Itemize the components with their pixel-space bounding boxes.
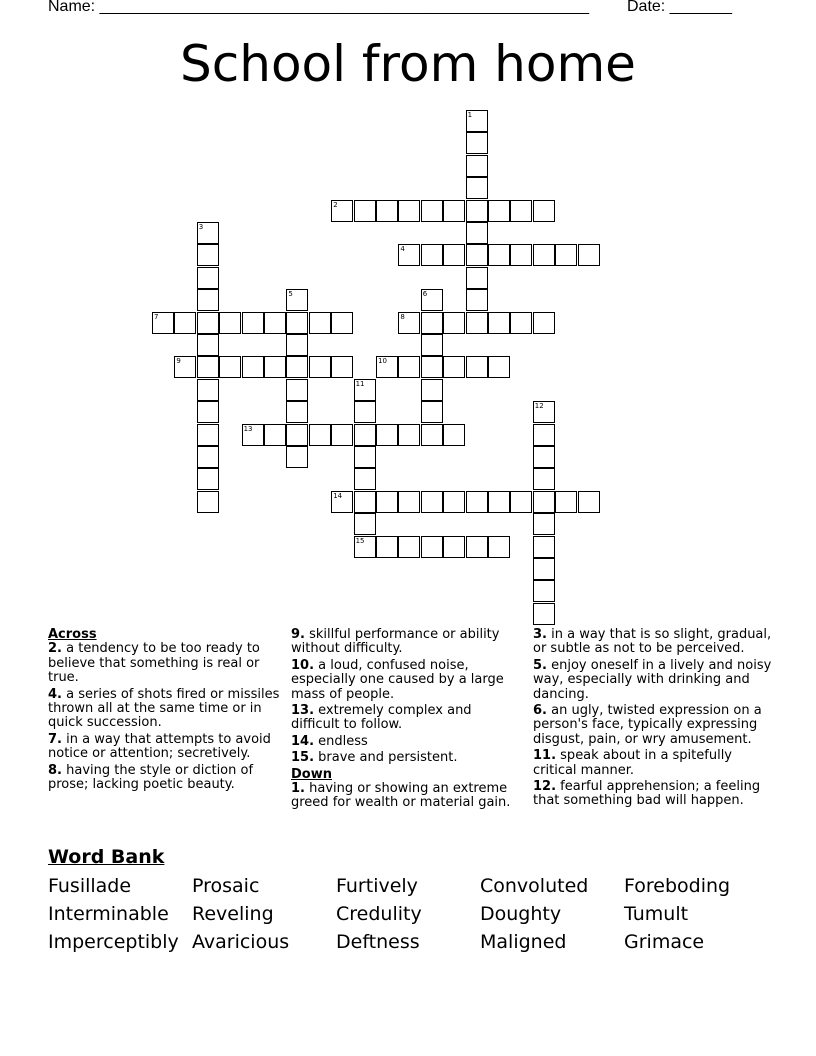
crossword-cell[interactable] [197, 312, 219, 334]
crossword-cell[interactable] [354, 536, 376, 558]
clue-number: 15 [355, 536, 365, 545]
crossword-cell[interactable] [466, 491, 488, 513]
crossword-cell[interactable] [242, 312, 264, 334]
crossword-cell[interactable] [376, 356, 398, 378]
clue-number: 2 [333, 200, 338, 209]
crossword-cell[interactable] [533, 424, 555, 446]
word-bank-word: Deftness [336, 931, 420, 953]
clue-text: a loud, confused noise, especially one caused by a large mass of people. [291, 657, 504, 702]
clue-number: 9 [176, 357, 181, 366]
crossword-cell[interactable] [466, 177, 488, 199]
word-bank-word: Reveling [192, 903, 274, 925]
crossword-cell[interactable] [354, 468, 376, 490]
crossword-cell[interactable] [286, 334, 308, 356]
clue-text: fearful apprehension; a feeling that something bad will happen. [533, 779, 761, 809]
crossword-cell[interactable] [421, 244, 443, 266]
crossword-cell[interactable] [197, 424, 219, 446]
crossword-cell[interactable] [197, 491, 219, 513]
crossword-cell[interactable] [533, 244, 555, 266]
crossword-cell[interactable] [398, 200, 420, 222]
clues-column-1 [48, 628, 284, 794]
clue-number: 8. [48, 762, 62, 778]
word-bank-word: Fusillade [48, 875, 132, 897]
word-bank-word: Credulity [336, 903, 422, 925]
crossword-cell[interactable] [331, 491, 353, 513]
crossword-cell[interactable] [309, 312, 331, 334]
crossword-cell[interactable] [421, 312, 443, 334]
word-bank-word: Convoluted [480, 875, 589, 897]
crossword-cell[interactable] [533, 200, 555, 222]
word-bank-title: Word Bank [48, 846, 165, 868]
word-bank-word: Interminable [48, 903, 169, 925]
word-bank-word: Doughty [480, 903, 562, 925]
crossword-cell[interactable] [286, 312, 308, 334]
crossword-cell[interactable] [533, 312, 555, 334]
clue [291, 735, 521, 749]
crossword-cell[interactable] [309, 424, 331, 446]
clue [48, 688, 284, 731]
crossword-cell[interactable] [466, 289, 488, 311]
clue-number: 15. [291, 750, 315, 766]
crossword-cell[interactable] [421, 401, 443, 423]
crossword-cell[interactable] [197, 267, 219, 289]
clue-number: 3 [198, 223, 204, 231]
clue-text: speak about in a spitefully critical manner. [533, 748, 733, 778]
crossword-cell[interactable] [219, 312, 241, 334]
crossword-cell[interactable] [264, 424, 286, 446]
clue-number: 11. [533, 748, 557, 764]
clue-text: enjoy oneself in a lively and noisy way, especially with drinking and dancing. [533, 657, 772, 702]
word-bank-word: Maligned [480, 931, 567, 953]
word-bank-word: Prosaic [192, 875, 260, 897]
clue-number: 13 [243, 424, 253, 433]
word-bank-word: Foreboding [624, 875, 731, 897]
crossword-cell[interactable] [197, 289, 219, 311]
crossword-cell[interactable] [578, 244, 600, 266]
crossword-cell[interactable] [488, 244, 510, 266]
crossword-cell[interactable] [533, 401, 555, 423]
crossword-cell[interactable] [466, 222, 488, 244]
crossword-cell[interactable] [376, 536, 398, 558]
crossword-cell[interactable] [354, 379, 376, 401]
clue-number: 8 [400, 312, 405, 321]
crossword-cell[interactable] [466, 312, 488, 334]
crossword-cell[interactable] [466, 244, 488, 266]
clue-number: 7. [48, 731, 62, 747]
clue-number: 2. [48, 641, 62, 657]
clue-number: 7 [154, 312, 159, 321]
clue [533, 780, 773, 809]
clue-text: extremely complex and difficult to follow. [291, 703, 472, 733]
crossword-cell[interactable] [555, 491, 577, 513]
crossword-cell[interactable] [197, 356, 219, 378]
crossword-cell[interactable] [533, 558, 555, 580]
crossword-cell[interactable] [331, 424, 353, 446]
crossword-cell[interactable] [197, 468, 219, 490]
clue [48, 733, 284, 762]
crossword-cell[interactable] [286, 356, 308, 378]
crossword-cell[interactable] [443, 312, 465, 334]
word-bank-word: Avaricious [192, 931, 290, 953]
crossword-cell[interactable] [466, 110, 488, 132]
crossword-cell[interactable] [219, 356, 241, 378]
crossword-cell[interactable] [510, 244, 532, 266]
crossword-cell[interactable] [443, 244, 465, 266]
crossword-cell[interactable] [331, 356, 353, 378]
clue [533, 628, 773, 657]
crossword-cell[interactable] [533, 513, 555, 535]
crossword-cell[interactable] [264, 356, 286, 378]
crossword-cell[interactable] [398, 356, 420, 378]
crossword-cell[interactable] [197, 379, 219, 401]
crossword-cell[interactable] [242, 356, 264, 378]
crossword-cell[interactable] [466, 267, 488, 289]
clue-number: 12. [533, 779, 557, 795]
crossword-cell[interactable] [398, 424, 420, 446]
crossword-cell[interactable] [488, 536, 510, 558]
crossword-cell[interactable] [421, 356, 443, 378]
crossword-cell[interactable] [466, 155, 488, 177]
crossword-cell[interactable] [197, 244, 219, 266]
clue-number: 14. [291, 733, 315, 749]
crossword-cell[interactable] [174, 356, 196, 378]
crossword-cell[interactable] [533, 536, 555, 558]
crossword-cell[interactable] [443, 356, 465, 378]
clue-text: a tendency to be too ready to believe that something is real or true. [48, 641, 260, 686]
clue-text: an ugly, twisted expression on a person's face, typically expressing disgust, pain, or wry amusement. [533, 703, 762, 747]
clue-number: 5 [288, 290, 293, 299]
crossword-cell[interactable] [466, 536, 488, 558]
clue-text: brave and persistent. [314, 750, 458, 766]
crossword-cell[interactable] [354, 424, 376, 446]
crossword-cell[interactable] [286, 289, 308, 311]
crossword-cell[interactable] [286, 446, 308, 468]
crossword-cell[interactable] [421, 536, 443, 558]
clue [291, 782, 521, 811]
crossword-cell[interactable] [466, 356, 488, 378]
clue-text: skillful performance or ability without difficulty. [291, 627, 500, 657]
crossword-cell[interactable] [421, 289, 443, 311]
clue [291, 704, 521, 733]
crossword-cell[interactable] [197, 446, 219, 468]
crossword-cell[interactable] [488, 356, 510, 378]
clue-text: in a way that is so slight, gradual, or subtle as not to be perceived. [533, 627, 772, 657]
crossword-cell[interactable] [421, 379, 443, 401]
clue-number: 1. [291, 781, 305, 797]
crossword-cell[interactable] [354, 491, 376, 513]
crossword-cell[interactable] [510, 312, 532, 334]
crossword-cell[interactable] [488, 312, 510, 334]
clue-number: 11 [355, 379, 365, 388]
crossword-cell[interactable] [533, 468, 555, 490]
clue-number: 13. [291, 703, 315, 719]
crossword-cell[interactable] [398, 491, 420, 513]
crossword-cell[interactable] [286, 379, 308, 401]
clue [533, 749, 773, 778]
crossword-cell[interactable] [197, 334, 219, 356]
crossword-cell[interactable] [376, 424, 398, 446]
clue-number: 4 [400, 245, 405, 254]
clue-number: 4. [48, 686, 62, 702]
crossword-cell[interactable] [398, 244, 420, 266]
crossword-cell[interactable] [510, 491, 532, 513]
crossword-cell[interactable] [197, 401, 219, 423]
clue-number: 9. [291, 627, 305, 642]
clue [533, 659, 773, 702]
crossword-cell[interactable] [466, 200, 488, 222]
crossword-cell[interactable] [443, 491, 465, 513]
crossword-cell[interactable] [533, 603, 555, 625]
name-field-label: Name: _______________________________________________________ [48, 0, 589, 15]
crossword-cell[interactable] [354, 446, 376, 468]
crossword-cell[interactable] [578, 491, 600, 513]
crossword-cell[interactable] [421, 334, 443, 356]
crossword-cell[interactable] [286, 424, 308, 446]
crossword-cell[interactable] [443, 536, 465, 558]
clue-text: having the style or diction of prose; lacking poetic beauty. [48, 762, 254, 793]
crossword-cell[interactable] [376, 491, 398, 513]
crossword-cell[interactable] [331, 312, 353, 334]
clue-number: 14 [333, 491, 343, 500]
crossword-cell[interactable] [555, 244, 577, 266]
crossword-cell[interactable] [398, 312, 420, 334]
crossword-cell[interactable] [354, 401, 376, 423]
crossword-cell[interactable] [533, 580, 555, 602]
clue [48, 642, 284, 685]
clue-text: a series of shots fired or missiles thrown all at the same time or in quick succession. [48, 686, 280, 731]
clues-column-3 [533, 628, 773, 811]
crossword-cell[interactable] [152, 312, 174, 334]
crossword-cell[interactable] [421, 200, 443, 222]
clue [291, 659, 521, 702]
clue-number: 3. [533, 627, 547, 642]
crossword-cell[interactable] [354, 513, 376, 535]
crossword-cell[interactable] [376, 200, 398, 222]
clue-text: endless [314, 733, 368, 749]
crossword-cell[interactable] [398, 536, 420, 558]
clue-text: having or showing an extreme greed for wealth or material gain. [291, 781, 511, 811]
down-heading: Down [291, 766, 332, 782]
clue-number: 10 [378, 357, 387, 366]
clue-number: 5. [533, 657, 547, 673]
clue [533, 704, 773, 747]
crossword-cell[interactable] [466, 132, 488, 154]
date-field-label: Date: _______ [627, 0, 732, 15]
clue-number: 6. [533, 703, 547, 719]
across-heading: Across [48, 627, 97, 642]
clue [48, 764, 284, 793]
crossword-cell[interactable] [488, 200, 510, 222]
crossword-cell[interactable] [510, 200, 532, 222]
crossword-cell[interactable] [533, 446, 555, 468]
clue-number: 10. [291, 657, 315, 673]
crossword-cell[interactable] [264, 312, 286, 334]
word-bank-word: Furtively [336, 875, 418, 897]
crossword-cell[interactable] [533, 491, 555, 513]
clues-column-2 [291, 628, 521, 813]
clue [291, 751, 521, 765]
crossword-cell[interactable] [421, 491, 443, 513]
crossword-cell[interactable] [443, 200, 465, 222]
crossword-cell[interactable] [331, 200, 353, 222]
word-bank-word: Imperceptibly [48, 931, 179, 953]
crossword-cell[interactable] [242, 424, 264, 446]
crossword-cell[interactable] [421, 424, 443, 446]
clue-number: 1 [467, 111, 473, 119]
crossword-cell[interactable] [174, 312, 196, 334]
crossword-cell[interactable] [286, 401, 308, 423]
clue-text: in a way that attempts to avoid notice or attention; secretively. [48, 731, 271, 762]
crossword-cell[interactable] [354, 200, 376, 222]
clue [291, 628, 521, 657]
crossword-cell[interactable] [443, 424, 465, 446]
crossword-cell[interactable] [488, 491, 510, 513]
crossword-cell[interactable] [197, 222, 219, 244]
clue-number: 12 [534, 402, 544, 411]
page-title: School from home [180, 35, 636, 93]
word-bank-word: Grimace [624, 931, 705, 953]
crossword-cell[interactable] [309, 356, 331, 378]
word-bank-word: Tumult [624, 903, 689, 925]
clue-number: 6 [422, 290, 428, 299]
